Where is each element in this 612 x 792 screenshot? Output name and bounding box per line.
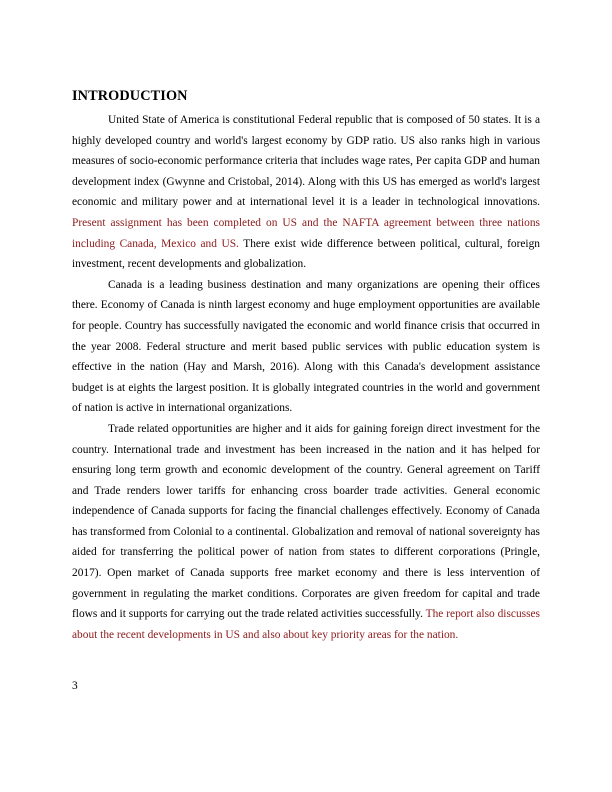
document-page — [72, 86, 540, 645]
paragraph-3-text: Trade related opportunities are higher and it aids for gaining foreign direct investment for the country. International trade and investment has been increased in the nation and it has helped for ensuring long term growth and economic development of the country. General agreement on Tariff and Trade renders lower tariffs for enhancing cross boarder trade activities. General economic independence of Canada supports for facing the financial challenges effectively. Economy of Canada has transformed from Colonial to a continental. Globalization and removal of national sovereignty has aided for transferring the political power of nation from states to different corporations (Pringle, 2017). Open market of Canada supports free market economy and there is less intervention of government in regulating the market conditions. Corporates are given freedom for capital and trade flows and it supports for carrying out the trade related activities successfully. — [72, 422, 540, 621]
paragraph-1-highlight: Present assignment has been completed on US and the NAFTA agreement between three nations including Canada, Mexico and US. — [72, 216, 540, 250]
section-heading: INTRODUCTION — [72, 88, 188, 104]
page-number: 3 — [72, 680, 78, 692]
paragraph-2-text: Canada is a leading business destination and many organizations are opening their offices there. Economy of Canada is ninth largest economy and huge employment opportunities are available for people. Country has successfully navigated the economic and world finance crisis that occurred in the year 2008. Federal structure and merit based public services with public education system is effective in the nation (Hay and Marsh, 2016). Along with this Canada's development assistance budget is at eights the largest position. It is globally integrated countries in the world and government of nation is active in international organizations. — [72, 278, 540, 415]
paragraph-1 — [72, 110, 540, 275]
paragraph-2 — [72, 275, 540, 419]
paragraph-3 — [72, 419, 540, 646]
paragraph-1-tail: There exist wide difference between political, cultural, foreign investment, recent developments and globalization. — [72, 237, 540, 271]
paragraph-3-highlight: The report also discusses about the recent developments in US and also about key priority areas for the nation. — [72, 608, 540, 641]
paragraph-1-text: United State of America is constitutional Federal republic that is composed of 50 states. It is a highly developed country and world's largest economy by GDP ratio. US also ranks high in various measures of socio-economic performance criteria that includes wage rates, Per capita GDP and human development index (Gwynne and Cristobal, 2014). Along with this US has emerged as world's largest economic and military power and at international level it is a leader in technological innovations. — [72, 114, 540, 209]
